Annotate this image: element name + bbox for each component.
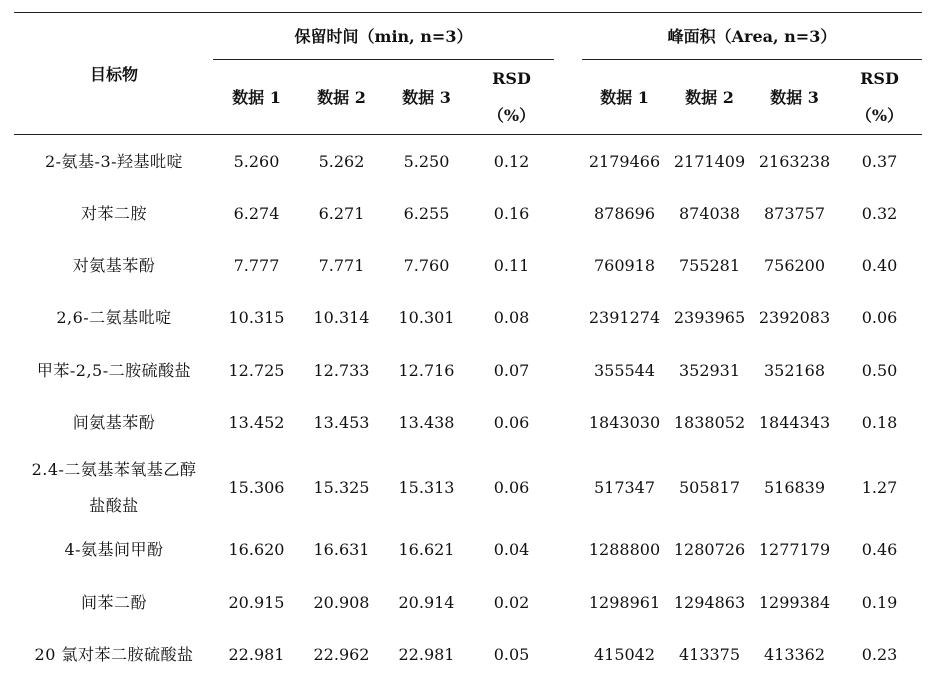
rt-data3-cell: 15.313: [398, 478, 455, 497]
area-data2-cell: 755281: [678, 256, 741, 275]
rt-data1-cell: 12.725: [228, 361, 285, 380]
rt-data3-header: 数据 3: [402, 88, 451, 107]
area-rsd-cell: 0.50: [861, 361, 898, 380]
area-data1-cell: 760918: [593, 256, 656, 275]
area-rsd-cell: 0.19: [861, 593, 898, 612]
rt-data1-header: 数据 1: [232, 88, 281, 107]
rt-rsd-cell: 0.08: [493, 308, 530, 327]
area-data2-header: 数据 2: [685, 88, 734, 107]
rt-data1-cell: 20.915: [228, 593, 285, 612]
area-data1-cell: 517347: [593, 478, 656, 497]
rt-data3-cell: 5.250: [403, 152, 450, 171]
area-data1-cell: 415042: [593, 645, 656, 664]
area-data2-cell: 505817: [678, 478, 741, 497]
area-rsd-cell: 0.32: [861, 204, 898, 223]
area-rsd-cell: 0.46: [861, 540, 898, 559]
rt-data3-cell: 6.255: [403, 204, 450, 223]
area-data3-cell: 1277179: [758, 540, 831, 559]
area-data2-cell: 1838052: [673, 413, 746, 432]
rt-rsd-cell: 0.04: [493, 540, 530, 559]
target-name-cell: 甲苯-2,5-二胺硫酸盐: [36, 361, 192, 380]
area-rsd-cell: 0.37: [861, 152, 898, 171]
rt-data1-cell: 7.777: [233, 256, 280, 275]
top-rule: [14, 12, 922, 13]
area-data2-cell: 1294863: [673, 593, 746, 612]
target-name-line: 盐酸盐: [89, 496, 139, 515]
area-data2-cell: 352931: [678, 361, 741, 380]
rt-rsd-cell: 0.02: [493, 593, 530, 612]
rt-data1-cell: 15.306: [228, 478, 285, 497]
target-column-header: 目标物: [89, 65, 138, 84]
area-data1-cell: 2391274: [588, 308, 661, 327]
area-data3-cell: 516839: [763, 478, 826, 497]
rt-data1-cell: 5.260: [233, 152, 280, 171]
area-data1-cell: 1288800: [588, 540, 661, 559]
area-rsd-cell: 0.40: [861, 256, 898, 275]
area-data3-cell: 2163238: [758, 152, 831, 171]
rt-data3-cell: 16.621: [398, 540, 455, 559]
area-rsd-header: RSD: [860, 69, 899, 88]
rt-rsd-cell: 0.06: [493, 478, 530, 497]
area-rsd-cell: 0.06: [861, 308, 898, 327]
area-data1-cell: 2179466: [588, 152, 661, 171]
target-name-cell: [14, 448, 214, 528]
rt-rsd-cell: 0.11: [493, 256, 530, 275]
area-data3-cell: 2392083: [758, 308, 831, 327]
area-data3-cell: 756200: [763, 256, 826, 275]
area-rsd-cell: 0.23: [861, 645, 898, 664]
area-data1-cell: 1843030: [588, 413, 661, 432]
rt-data3-cell: 13.438: [398, 413, 455, 432]
target-name-cell: 4-氨基间甲酚: [64, 540, 164, 559]
rt-data3-cell: 20.914: [398, 593, 455, 612]
rt-data1-cell: 10.315: [228, 308, 285, 327]
rt-data2-cell: 5.262: [318, 152, 365, 171]
area-data1-cell: 1298961: [588, 593, 661, 612]
rt-data3-cell: 12.716: [398, 361, 455, 380]
rt-rsd-cell: 0.16: [493, 204, 530, 223]
rt-data1-cell: 13.452: [228, 413, 285, 432]
rt-data1-cell: 6.274: [233, 204, 280, 223]
target-name-line: 2.4-二氨基苯氧基乙醇: [31, 460, 197, 479]
rt-rsd-cell: 0.12: [493, 152, 530, 171]
area-group-rule: [582, 59, 922, 60]
area-rsd-cell: 0.18: [861, 413, 898, 432]
target-name-cell: 2,6-二氨基吡啶: [56, 308, 172, 327]
area-data2-cell: 2171409: [673, 152, 746, 171]
rt-rsd-cell: 0.05: [493, 645, 530, 664]
area-data3-cell: 873757: [763, 204, 826, 223]
area-data3-cell: 1844343: [758, 413, 831, 432]
header-bottom-rule: [14, 134, 922, 135]
area-rsd-cell: 1.27: [861, 478, 898, 497]
area-data1-cell: 878696: [593, 204, 656, 223]
target-name-cell: 20 氯对苯二胺硫酸盐: [34, 645, 194, 664]
target-name-cell: 间苯二酚: [80, 593, 147, 612]
rt-data2-cell: 16.631: [313, 540, 370, 559]
area-data2-cell: 1280726: [673, 540, 746, 559]
target-name-cell: 对苯二胺: [80, 204, 147, 223]
area-data1-cell: 355544: [593, 361, 656, 380]
retention-time-group-header: 保留时间（min, n=3）: [294, 27, 473, 46]
rt-data2-cell: 7.771: [318, 256, 365, 275]
retention-group-rule: [213, 59, 554, 60]
area-data3-cell: 1299384: [758, 593, 831, 612]
rt-data1-cell: 22.981: [228, 645, 285, 664]
rt-data2-cell: 6.271: [318, 204, 365, 223]
target-name-cell: 2-氨基-3-羟基吡啶: [44, 152, 184, 171]
rt-data2-cell: 20.908: [313, 593, 370, 612]
rt-data2-cell: 15.325: [313, 478, 370, 497]
target-name-cell: 对氨基苯酚: [72, 256, 156, 275]
peak-area-group-header: 峰面积（Area, n=3）: [667, 27, 837, 46]
rt-rsd-unit-header: （%）: [487, 106, 536, 125]
rt-data2-cell: 13.453: [313, 413, 370, 432]
area-data3-header: 数据 3: [770, 88, 819, 107]
rt-rsd-cell: 0.06: [493, 413, 530, 432]
area-data2-cell: 2393965: [673, 308, 746, 327]
rt-data2-cell: 22.962: [313, 645, 370, 664]
area-data1-header: 数据 1: [600, 88, 649, 107]
area-data2-cell: 874038: [678, 204, 741, 223]
area-data2-cell: 413375: [678, 645, 741, 664]
area-rsd-unit-header: （%）: [855, 106, 904, 125]
area-data3-cell: 352168: [763, 361, 826, 380]
rt-data3-cell: 22.981: [398, 645, 455, 664]
rt-rsd-cell: 0.07: [493, 361, 530, 380]
rt-data3-cell: 7.760: [403, 256, 450, 275]
rt-data2-cell: 10.314: [313, 308, 370, 327]
rt-data2-header: 数据 2: [317, 88, 366, 107]
rt-data1-cell: 16.620: [228, 540, 285, 559]
rt-rsd-header: RSD: [492, 69, 531, 88]
rt-data3-cell: 10.301: [398, 308, 455, 327]
rt-data2-cell: 12.733: [313, 361, 370, 380]
target-name-cell: 间氨基苯酚: [72, 413, 156, 432]
area-data3-cell: 413362: [763, 645, 826, 664]
